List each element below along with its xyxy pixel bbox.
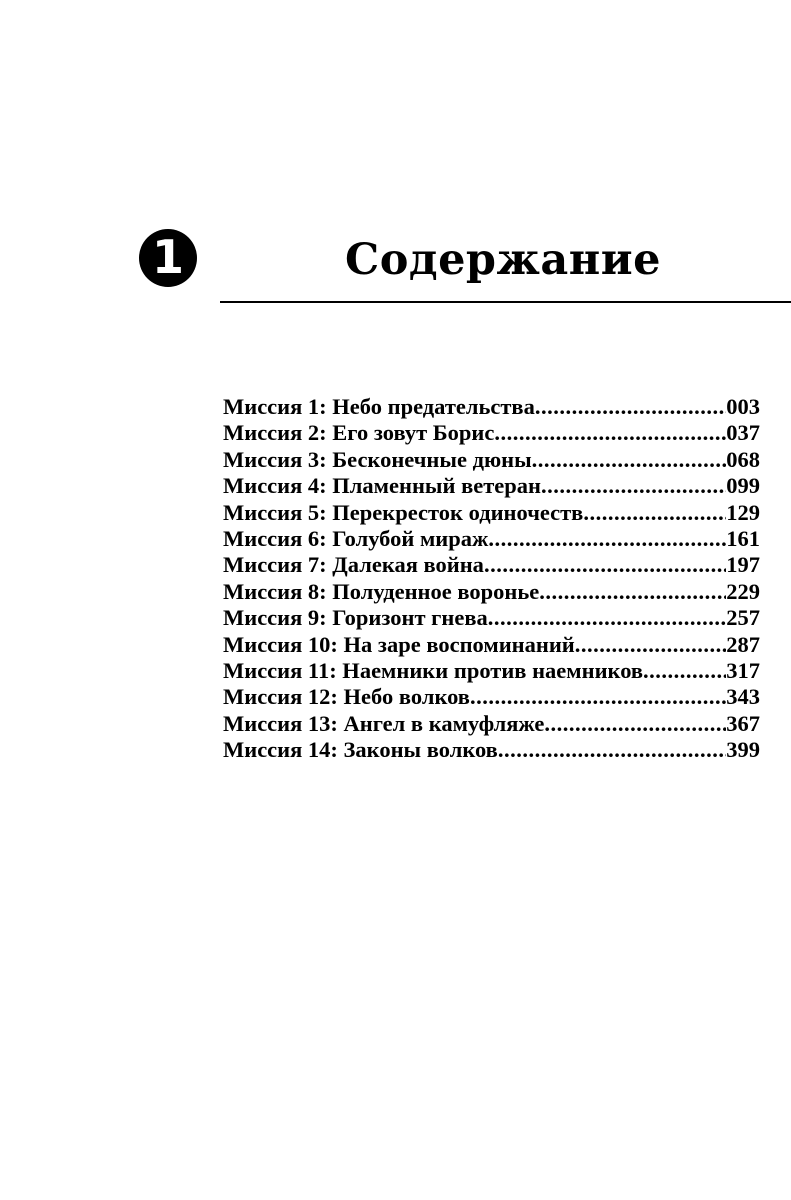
toc-leader-dots	[535, 394, 726, 420]
chapter-number-badge	[139, 229, 197, 287]
toc-entry-label: Миссия 12: Небо волков	[223, 684, 470, 710]
toc-entry-label: Миссия 9: Горизонт гнева	[223, 605, 488, 631]
toc-entry-6	[223, 526, 760, 552]
toc-entry-label: Миссия 5: Перекресток одиночеств	[223, 499, 584, 525]
toc-leader-dots	[470, 684, 726, 710]
table-of-contents	[223, 394, 760, 763]
toc-entry-label: Миссия 11: Наемники против наемников	[223, 657, 644, 683]
toc-entry-4	[223, 473, 760, 499]
toc-entry-14	[223, 737, 760, 763]
toc-entry-2	[223, 420, 760, 446]
toc-entry-label: Миссия 2: Его зовут Борис	[223, 420, 495, 446]
toc-entry-5	[223, 500, 760, 526]
toc-entry-12	[223, 684, 760, 710]
toc-entry-10	[223, 632, 760, 658]
chapter-number: 1	[151, 230, 184, 284]
toc-leader-dots	[544, 711, 726, 737]
toc-entry-label: Миссия 7: Далекая война	[223, 552, 484, 578]
toc-entry-7	[223, 552, 760, 578]
toc-leader-dots	[539, 579, 726, 605]
toc-entry-label: Миссия 10: На заре воспоминаний	[223, 631, 575, 657]
toc-entry-page: 099	[726, 473, 760, 499]
toc-entry-3	[223, 447, 760, 473]
toc-entry-page: 287	[726, 631, 760, 657]
toc-entry-8	[223, 579, 760, 605]
toc-leader-dots	[498, 737, 726, 763]
toc-leader-dots	[541, 473, 726, 499]
toc-entry-label: Миссия 13: Ангел в камуфляже	[223, 710, 545, 736]
toc-leader-dots	[575, 632, 726, 658]
toc-entry-label: Миссия 6: Голубой мираж	[223, 525, 489, 551]
toc-leader-dots	[532, 447, 727, 473]
toc-entry-page: 343	[726, 684, 760, 710]
toc-entry-11	[223, 658, 760, 684]
toc-entry-label: Миссия 8: Полуденное воронье	[223, 578, 540, 604]
page-title: Содержание	[345, 235, 661, 285]
toc-leader-dots	[583, 500, 726, 526]
toc-entry-page: 161	[726, 525, 760, 551]
toc-entry-page: 367	[726, 710, 760, 736]
title-divider	[220, 301, 791, 303]
toc-entry-page: 197	[726, 552, 760, 578]
toc-entry-label: Миссия 4: Пламенный ветеран	[223, 473, 541, 499]
toc-entry-label: Миссия 14: Законы волков	[223, 737, 498, 763]
toc-entry-page: 037	[726, 420, 760, 446]
toc-entry-13	[223, 711, 760, 737]
toc-entry-page: 003	[726, 394, 760, 419]
toc-entry-page: 317	[726, 657, 760, 683]
toc-entry-label: Миссия 1: Небо предательства	[223, 394, 535, 419]
toc-entry-label: Миссия 3: Бесконечные дюны	[223, 446, 532, 472]
toc-leader-dots	[488, 605, 727, 631]
toc-entry-page: 229	[726, 578, 760, 604]
toc-leader-dots	[488, 526, 726, 552]
toc-entry-page: 399	[726, 737, 760, 763]
toc-leader-dots	[643, 658, 726, 684]
toc-entry-page: 257	[726, 605, 760, 631]
toc-leader-dots	[484, 552, 726, 578]
toc-entry-9	[223, 605, 760, 631]
toc-entry-page: 129	[726, 499, 760, 525]
toc-entry-page: 068	[726, 446, 760, 472]
toc-entry-1	[223, 394, 760, 420]
toc-leader-dots	[494, 420, 726, 446]
